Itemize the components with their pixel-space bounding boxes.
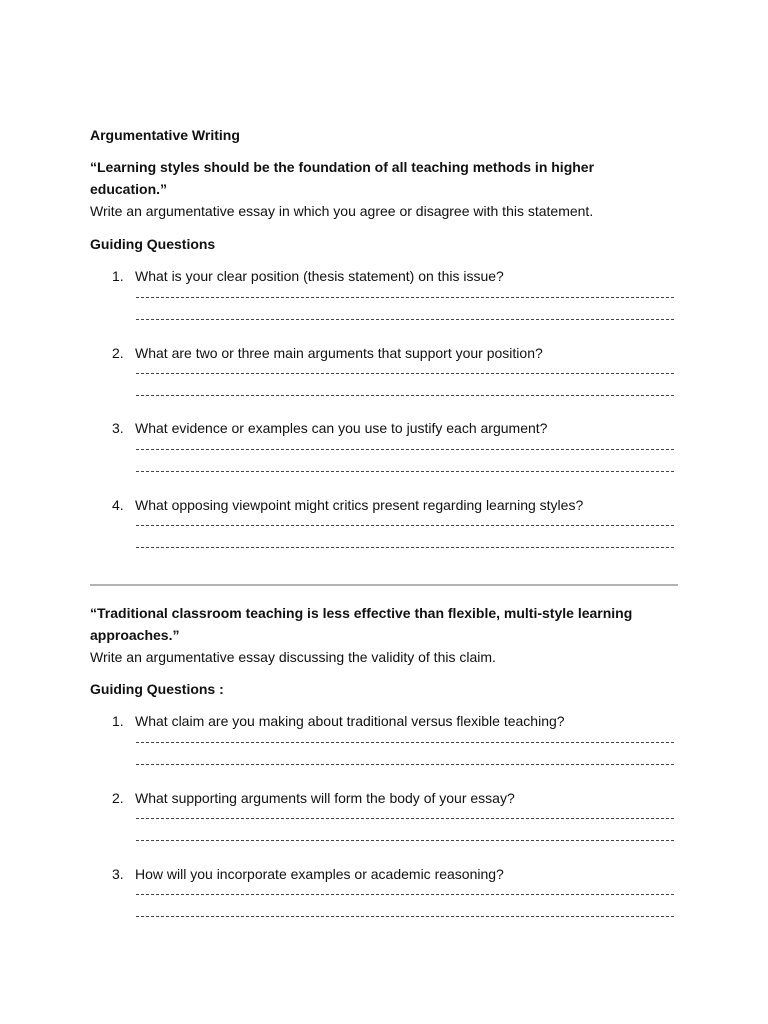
- guiding-questions-heading-2: Guiding Questions :: [90, 681, 224, 697]
- answer-line[interactable]: [136, 547, 674, 548]
- answer-line[interactable]: [136, 818, 674, 819]
- answer-line[interactable]: [136, 373, 674, 374]
- answer-line[interactable]: [136, 742, 674, 743]
- question-number: 3.: [112, 866, 124, 882]
- guiding-questions-heading-1: Guiding Questions: [90, 236, 216, 252]
- question-number: 1.: [112, 713, 124, 729]
- answer-line[interactable]: [136, 449, 674, 450]
- essay-prompt-1: “Learning styles should be the foundation of all teaching methods in higher education.”: [90, 159, 595, 197]
- question-number: 4.: [112, 497, 124, 513]
- question-text: What claim are you making about traditional versus flexible teaching?: [135, 713, 565, 729]
- answer-line[interactable]: [136, 916, 674, 917]
- answer-line[interactable]: [136, 297, 674, 298]
- question-number: 2.: [112, 790, 124, 806]
- question-number: 3.: [112, 420, 124, 436]
- essay-instruction-1: Write an argumentative essay in which you agree or disagree with this statement.: [90, 203, 594, 219]
- question-text: What opposing viewpoint might critics present regarding learning styles?: [135, 497, 584, 513]
- answer-line[interactable]: [136, 525, 674, 526]
- page-title: Argumentative Writing: [90, 127, 240, 143]
- question-text: What are two or three main arguments that support your position?: [135, 345, 543, 361]
- answer-line[interactable]: [136, 395, 674, 396]
- question-text: What evidence or examples can you use to justify each argument?: [135, 420, 548, 436]
- question-text: What supporting arguments will form the body of your essay?: [135, 790, 515, 806]
- answer-line[interactable]: [136, 471, 674, 472]
- section-divider: [90, 584, 678, 586]
- question-number: 1.: [112, 268, 124, 284]
- answer-line[interactable]: [136, 894, 674, 895]
- essay-prompt-2: “Traditional classroom teaching is less effective than flexible, multi-style learning approaches.”: [90, 605, 633, 643]
- question-text: What is your clear position (thesis statement) on this issue?: [135, 268, 504, 284]
- essay-instruction-2: Write an argumentative essay discussing the validity of this claim.: [90, 649, 496, 665]
- question-number: 2.: [112, 345, 124, 361]
- answer-line[interactable]: [136, 840, 674, 841]
- answer-line[interactable]: [136, 764, 674, 765]
- question-text: How will you incorporate examples or academic reasoning?: [135, 866, 504, 882]
- answer-line[interactable]: [136, 319, 674, 320]
